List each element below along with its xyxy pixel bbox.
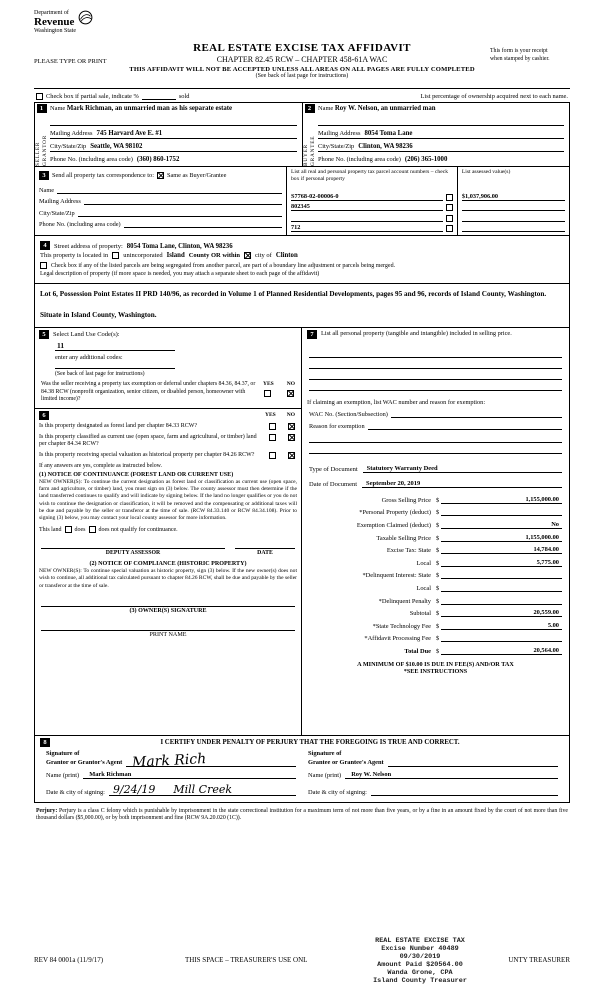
grantor-signature-field[interactable] (126, 750, 296, 771)
buyer-csz-value[interactable]: Clinton, WA 98236 (358, 143, 413, 150)
form-revision-number: REV 84 0001a (11/9/17) (34, 956, 104, 964)
stamp-excise-number: Excise Number 40489 (381, 944, 459, 953)
doc-type-value[interactable]: Statutory Warranty Deed (363, 465, 562, 473)
assessed-value-1[interactable] (462, 201, 565, 212)
buyer-name-value[interactable]: Roy W. Nelson, an unmarried man (334, 105, 436, 112)
state-technology-fee-value[interactable]: 5.00 (441, 622, 562, 630)
county-or-within-label: County OR within (188, 252, 241, 259)
land-use-title: Select Land Use Code(s): (53, 331, 120, 339)
excise-tax-computation (307, 491, 564, 655)
does-qualify-checkbox[interactable] (65, 526, 72, 533)
deputy-assessor-signature-field[interactable] (41, 539, 225, 549)
corr-csz-field[interactable] (78, 209, 282, 217)
buyer-csz-row (318, 139, 564, 152)
parcel-numbers-header: List all real and personal property tax parcel account numbers – check box if personal property (290, 169, 448, 182)
partial-percent-field[interactable] (142, 92, 176, 100)
taxable-selling-price-label: Taxable Selling Price (376, 534, 431, 542)
does-label: does (74, 526, 86, 533)
partial-sale-label: Check box if partial sale, indicate % (46, 93, 139, 100)
buyer-side-word: BUYER (303, 144, 309, 166)
parties-section (34, 102, 570, 167)
section-2-number: 2 (305, 104, 315, 113)
seller-section (35, 103, 302, 166)
dollar-sign: $ (436, 635, 440, 643)
dollar-sign: $ (436, 584, 440, 592)
selling-price-section (302, 328, 569, 735)
unincorporated-label: unincorporated (123, 252, 163, 259)
seller-csz-value[interactable]: Seattle, WA 98102 (90, 143, 143, 150)
seller-phone-label: Phone No. (including area code) (50, 156, 133, 163)
forest-no-checkbox[interactable] (288, 423, 295, 430)
delinquent-interest-local-value[interactable] (441, 591, 562, 592)
buyer-csz-label: City/State/Zip (318, 143, 355, 150)
delinquent-interest-state-value[interactable] (441, 578, 562, 579)
corr-name-label: Name (39, 186, 55, 194)
stamp-amount-paid: Amount Paid $20564.00 (377, 960, 463, 969)
reason-exemption-field[interactable] (368, 422, 562, 430)
historic-property-question: Is this property receiving special valuation as historical property per chapter 84.26 RCW? (39, 452, 255, 459)
corr-name-field[interactable] (57, 186, 282, 194)
parcel-personal-checkbox-3[interactable] (446, 225, 453, 232)
dollar-sign: $ (436, 547, 440, 555)
grantor-agent-label: Grantor or Grantor's Agent (46, 758, 123, 766)
delinquent-interest-state-label: *Delinquent Interest: State (362, 572, 431, 580)
signature-of-label: Signature of (46, 750, 80, 758)
middle-columns (34, 328, 570, 736)
seller-address-value[interactable]: 745 Harvard Ave E. #1 (96, 130, 163, 137)
chapter-subtitle: CHAPTER 82.45 RCW – CHAPTER 458-61A WAC (216, 55, 388, 64)
unincorporated-checkbox[interactable] (112, 252, 119, 259)
buyer-section (302, 103, 569, 166)
parcel-number-3[interactable]: 712 (291, 224, 443, 232)
gross-selling-price-label: Gross Selling Price (381, 496, 431, 504)
stamp-title: REAL ESTATE EXCISE TAX (375, 936, 465, 945)
perjury-certification-text: I CERTIFY UNDER PENALTY OF PERJURY THAT THE FOREGOING IS TRUE AND CORRECT. (160, 739, 460, 747)
receipt-note (490, 48, 570, 63)
personal-property-deduct-label: *Personal Property (deduct) (359, 509, 431, 517)
does-not-label: does not qualify for continuance. (98, 526, 178, 533)
total-due-value[interactable]: 20,564.00 (441, 647, 562, 655)
section-1-number: 1 (37, 104, 47, 113)
parcel-number-0[interactable]: S7768-02-00006-0 (291, 193, 443, 201)
logo-state-text: Washington State (34, 28, 77, 34)
located-in-label: This property is located in (40, 252, 109, 259)
dollar-sign: $ (436, 610, 440, 618)
delinquent-interest-local-label: Local (416, 584, 431, 592)
doc-date-value[interactable]: September 20, 2019 (362, 480, 562, 488)
buyer-phone-label: Phone No. (including area code) (318, 156, 401, 163)
grantee-side-word: GRANTEE (310, 135, 316, 166)
dollar-sign: $ (436, 572, 440, 580)
same-as-buyer-checkbox[interactable] (157, 172, 164, 179)
grantee-signature-label (308, 750, 384, 767)
situate-value[interactable]: Situate in Island County, Washington. (40, 311, 157, 320)
dollar-sign: $ (436, 622, 440, 630)
legal-description-block (34, 284, 570, 329)
form-title: REAL ESTATE EXCISE TAX AFFIDAVIT (193, 42, 411, 54)
buyer-phone-row (318, 152, 564, 164)
personal-property-field[interactable] (309, 358, 562, 369)
personal-property-label: List all personal property (tangible and intangible) included in selling price. (321, 330, 512, 338)
grantor-signing-city: Mill Creek (173, 782, 233, 796)
grantor-signing-date: 9/24/19 (112, 782, 156, 796)
parcel-personal-checkbox-1[interactable] (446, 204, 453, 211)
section-6-number: 6 (39, 411, 49, 420)
exemption-no-checkbox[interactable] (287, 390, 294, 397)
doc-type-label: Type of Document (309, 466, 358, 474)
receipt-note-line1: This form is your receipt (490, 48, 548, 54)
grantee-agent-label: Grantee or Grantee's Agent (308, 758, 384, 766)
exemption-yes-checkbox[interactable] (264, 390, 271, 397)
corr-csz-label: City/State/Zip (39, 209, 75, 217)
buyer-phone-value[interactable]: (206) 365-1000 (404, 156, 448, 163)
owners-signature-label: (3) OWNER(S) SIGNATURE (129, 607, 207, 614)
property-location-section (34, 236, 570, 284)
partial-sale-row (34, 88, 570, 102)
additional-codes-field[interactable] (55, 361, 175, 369)
buyer-name-label: Name (318, 105, 334, 112)
gross-selling-price-value[interactable]: 1,155,000.00 (441, 496, 562, 504)
excise-tax-state-label: Excise Tax: State (386, 547, 431, 555)
buyer-address-value[interactable]: 8054 Toma Lane (364, 130, 413, 137)
seller-name-row (50, 104, 297, 126)
assessed-value-0[interactable]: $1,037,906.00 (462, 190, 565, 201)
subtotal-value[interactable]: 20,559.00 (441, 609, 562, 617)
grantor-printed-name[interactable]: Mark Richman (83, 771, 296, 779)
deputy-date-field[interactable] (235, 539, 295, 549)
parcel-number-1[interactable]: 802345 (291, 203, 443, 211)
exemption-question: Was the seller receiving a property tax exemption or deferral under chapters 84.36, 84.37, or 84.38 RCW (nonprofit organization, senior citizen, or disabled person, homeowner with limited income)? (41, 381, 256, 403)
grantee-signature-field[interactable] (388, 752, 558, 767)
grantor-signature-value: Mark Rich (131, 750, 207, 771)
personal-property-field[interactable] (309, 347, 562, 358)
legal-description-value[interactable]: Lot 6, Possession Point Estates II PRD 140/96, as recorded in Volume 1 of Planned Residential Developments, pages 95 and 96, records of Island County, Washington. (40, 289, 547, 298)
corr-phone-label: Phone No. (including area code) (39, 221, 121, 228)
see-back-note: (See back of last page for instructions) (255, 73, 349, 79)
parcel-row (291, 222, 453, 233)
total-due-label: Total Due (404, 647, 431, 655)
forest-yes-checkbox[interactable] (269, 423, 276, 430)
owners-signature-field[interactable] (41, 594, 295, 607)
land-use-code-value[interactable]: 11 (55, 341, 175, 351)
print-name-field[interactable] (41, 618, 295, 631)
seller-phone-row (50, 152, 297, 164)
city-value[interactable]: Clinton (275, 252, 298, 259)
personal-property-field[interactable] (309, 380, 562, 391)
personal-property-deduct-value[interactable] (441, 515, 562, 516)
logo-revenue-text: Revenue (34, 16, 75, 28)
corr-phone-field[interactable] (124, 220, 282, 228)
affidavit-processing-fee-label: *Affidavit Processing Fee (364, 635, 431, 643)
state-technology-fee-label: *State Technology Fee (372, 622, 431, 630)
date-label: DATE (257, 550, 273, 557)
county-treasurer-label: UNTY TREASURER (508, 956, 570, 964)
current-use-question: Is this property classified as current use (open space, farm and agricultural, or timber) land per chapter 84.34 RCW? (39, 433, 257, 448)
notice-continuance-text: NEW OWNER(S): To continue the current designation as forest land or classification as current use (open space, farm and agriculture, or timber) land, you must sign on (3) below. The county assessor must then determine if the land transferred continues to qualify and will indicate by signing below. If the land no longer qualifies or you do not wish to continue the designation or classification, it will be removed and the compensating or additional taxes will be due and payable by the seller or transferor at the time of sale. (RCW 84.33.140 or RCW 84.34.108). Prior to signing (3) below, you may contact your local county assessor for more information. (39, 479, 297, 522)
city-checkbox[interactable] (244, 252, 251, 259)
dollar-sign: $ (436, 647, 440, 655)
no-header: NO (286, 412, 295, 419)
buyer-name-row (318, 104, 564, 126)
parcel-row (291, 201, 453, 212)
dollar-sign: $ (436, 522, 440, 529)
excise-tax-state-value[interactable]: 14,784.00 (441, 546, 562, 554)
segregated-label: Check box if any of the listed parcels are being segregated from another parcel, are part of a boundary line adjustment or parcels being merged. (51, 262, 396, 269)
excise-tax-local-value[interactable]: 5,775.00 (441, 559, 562, 567)
wac-number-field[interactable] (391, 410, 562, 418)
form-header (34, 8, 570, 88)
current-use-yes-checkbox[interactable] (269, 434, 276, 441)
seller-address-label: Mailing Address (50, 130, 93, 137)
wac-number-label: WAC No. (Section/Subsection) (309, 411, 388, 419)
historic-yes-checkbox[interactable] (269, 452, 276, 459)
exemption-claimed-label: Exemption Claimed (deduct) (356, 522, 431, 529)
logo-dept-text: Department of (34, 10, 69, 16)
street-address-label: Street address of property: (54, 242, 123, 250)
receipt-note-line2: when stamped by cashier. (490, 55, 550, 62)
seller-csz-row (50, 139, 297, 152)
grantee-date-city-field[interactable] (371, 788, 558, 796)
yes-header: YES (265, 412, 276, 419)
treasurer-stamp (340, 937, 500, 985)
parcel-personal-checkbox-2[interactable] (446, 215, 453, 222)
answers-yes-note: If any answers are yes, complete as instructed below. (39, 463, 162, 469)
seller-csz-label: City/State/Zip (50, 143, 87, 150)
land-use-section (35, 328, 301, 409)
street-address-value[interactable]: 8054 Toma Lane, Clinton, WA 98236 (126, 242, 233, 250)
section-4-number: 4 (40, 241, 50, 250)
dept-of-revenue-logo (34, 10, 93, 34)
perjury-statement (36, 808, 568, 823)
assessed-value-2[interactable] (462, 211, 565, 222)
forest-land-question: Is this property designated as forest land per chapter 84.33 RCW? (39, 422, 198, 429)
perjury-label: Perjury: (36, 807, 58, 814)
exemption-claimed-value[interactable]: No (441, 521, 562, 529)
name-print-label: Name (print) (308, 771, 342, 779)
ownership-percentage-note: List percentage of ownership acquired next to each name. (420, 93, 568, 100)
reason-exemption-extra-field[interactable] (309, 432, 562, 443)
grantor-side-word: GRANTOR (42, 134, 48, 166)
reason-exemption-label: Reason for exemption (309, 423, 365, 431)
notice-compliance-title: (2) NOTICE OF COMPLIANCE (HISTORIC PROPERTY) (89, 561, 247, 568)
sold-label: sold (178, 93, 190, 100)
treasurer-space-label: THIS SPACE – TREASURER'S USE ONL (185, 956, 308, 964)
tax-correspondence-section (34, 167, 570, 236)
stamp-date: 09/30/2019 (399, 952, 441, 961)
buyer-address-row (318, 126, 564, 139)
signature-of-label: Signature of (308, 750, 342, 758)
seller-address-row (50, 126, 297, 139)
corr-address-field[interactable] (84, 197, 282, 205)
dollar-sign: $ (436, 496, 440, 504)
see-instructions-note: *SEE INSTRUCTIONS (403, 667, 468, 675)
notice-continuance-title: (1) NOTICE OF CONTINUANCE (FOREST LAND OR CURRENT USE) (39, 472, 234, 478)
excise-tax-local-label: Local (416, 559, 431, 567)
no-header: NO (286, 381, 295, 388)
buyer-side-strip (303, 103, 316, 166)
assessed-value-3[interactable] (462, 222, 565, 233)
exemption-claim-label: If claiming an exemption, list WAC number and reason for exemption: (307, 399, 486, 407)
city-of-label: city of (255, 252, 272, 259)
grantor-date-city-field[interactable] (109, 783, 296, 796)
stamp-treasurer-title: Island County Treasurer (373, 976, 467, 985)
yes-header: YES (263, 381, 274, 388)
delinquent-penalty-label: *Delinquent Penalty (378, 597, 431, 605)
doc-date-label: Date of Document (309, 481, 358, 489)
land-designation-section (35, 409, 301, 642)
grantee-printed-name[interactable]: Roy W. Nelson (345, 771, 558, 779)
reason-exemption-extra-field[interactable] (309, 443, 562, 454)
dollar-sign: $ (436, 534, 440, 542)
same-as-buyer-label: Same as Buyer/Grantee (166, 172, 227, 179)
deputy-assessor-label: DEPUTY ASSESSOR (105, 550, 161, 557)
assessed-values-header: List assessed value(s) (461, 169, 511, 175)
dollar-sign: $ (436, 597, 440, 605)
county-value[interactable]: Island (166, 252, 185, 259)
perjury-text: Perjury is a class C felony which is punishable by imprisonment in the state correctional institution for a maximum term of not more than five years, or by a fine in an amount fixed by the court of not more than five thousand dollars ($5,000.00), or by both imprisonment and fine (RCW 9A.20.020 (1C)). (36, 807, 569, 822)
subtotal-label: Subtotal (409, 610, 431, 618)
seller-name-label: Name (50, 105, 66, 112)
date-city-label: Date & city of signing: (308, 788, 367, 796)
acceptance-warning: THIS AFFIDAVIT WILL NOT BE ACCEPTED UNLESS ALL AREAS ON ALL PAGES ARE FULLY COMPLETED (129, 66, 475, 73)
this-land-label: This land (39, 526, 62, 533)
stamp-signer-name: Wanda Grone, CPA (387, 968, 453, 977)
legal-description-label: Legal description of property (if more space is needed, you may attach a separate sheet to each page of the affidavit) (40, 271, 320, 277)
affidavit-processing-fee-value[interactable] (441, 641, 562, 642)
seller-phone-value[interactable]: (360) 860-1752 (136, 156, 180, 163)
dollar-sign: $ (436, 509, 440, 517)
taxable-selling-price-value[interactable]: 1,155,000.00 (441, 534, 562, 542)
additional-codes-label: enter any additional codes: (55, 354, 123, 362)
parcel-row (291, 211, 453, 222)
land-use-see-back-note: (See back of last page for instructions) (55, 371, 145, 378)
buyer-address-label: Mailing Address (318, 130, 361, 137)
segregated-checkbox[interactable] (40, 262, 47, 269)
parcel-personal-checkbox-0[interactable] (446, 194, 453, 201)
name-print-label: Name (print) (46, 771, 80, 779)
notice-compliance-text: NEW OWNER(S): To continue special valuation as historic property, sign (3) below. If the new owner(s) does not wish to continue, all additional tax calculated pursuant to chapter 84.26 RCW, shall be due and payable by the seller or transferor at the time of sale. (39, 568, 297, 589)
print-name-label: PRINT NAME (149, 631, 187, 638)
parcel-row (291, 190, 453, 201)
revenue-seal-icon (78, 10, 93, 27)
personal-property-field[interactable] (309, 369, 562, 380)
corr-address-label: Mailing Address (39, 198, 81, 205)
seller-side-word: SELLER (35, 141, 41, 166)
date-city-label: Date & city of signing: (46, 788, 105, 796)
section-3-number: 3 (39, 171, 49, 180)
section-8-number: 8 (40, 738, 50, 747)
dollar-sign: $ (436, 559, 440, 567)
does-not-qualify-checkbox[interactable] (89, 526, 96, 533)
seller-name-value[interactable]: Mark Richman, an unmarried man as his separate estate (66, 105, 233, 112)
section-7-number: 7 (307, 330, 317, 339)
grantor-signature-label (46, 750, 122, 767)
send-correspondence-label: Send all property tax correspondence to: (52, 172, 154, 179)
partial-sale-checkbox[interactable] (36, 93, 43, 100)
certification-section (34, 736, 570, 803)
section-5-number: 5 (39, 330, 49, 339)
historic-no-checkbox[interactable] (288, 452, 295, 459)
minimum-fee-note: A MINIMUM OF $10.00 IS DUE IN FEE(S) AND/OR TAX (357, 660, 514, 668)
please-type-note: PLEASE TYPE OR PRINT (34, 58, 107, 65)
current-use-no-checkbox[interactable] (288, 434, 295, 441)
seller-side-strip (35, 103, 48, 166)
delinquent-penalty-value[interactable] (441, 604, 562, 605)
